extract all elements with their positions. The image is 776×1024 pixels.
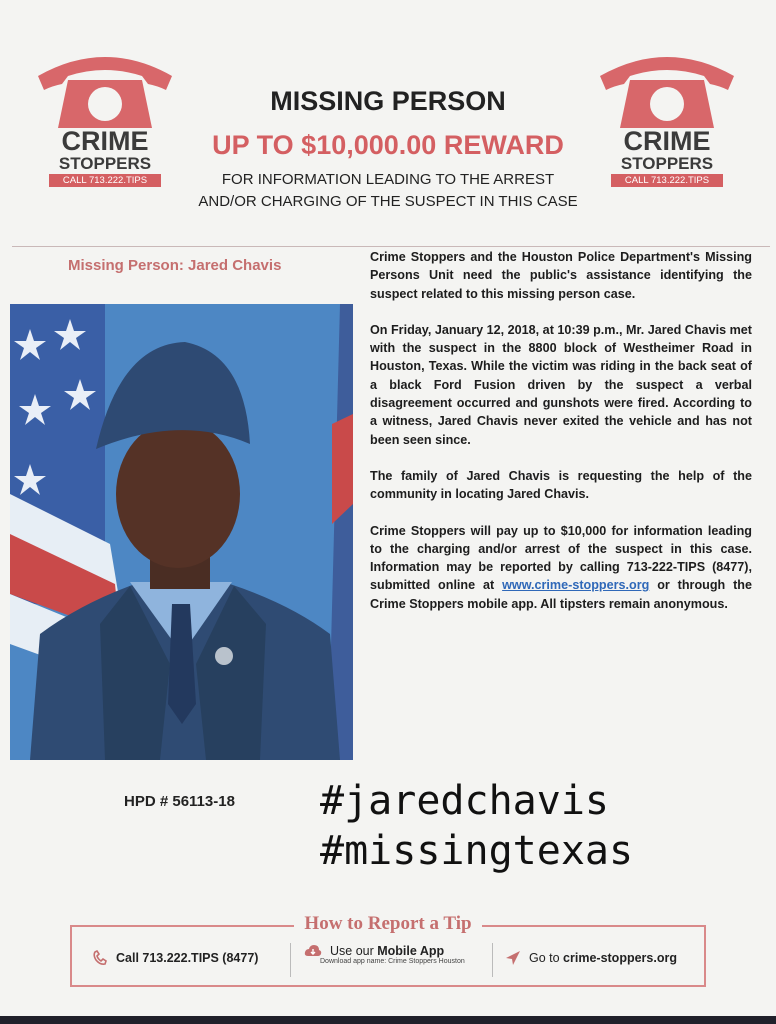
logo-stoppers-text: STOPPERS — [58, 154, 152, 173]
hashtag: #jaredchavis — [320, 778, 609, 824]
missing-person-photo — [10, 304, 353, 760]
hpd-case-number: HPD # 56113-18 — [124, 793, 235, 810]
divider — [290, 943, 291, 977]
send-arrow-icon — [505, 950, 521, 966]
logo-stoppers-text: STOPPERS — [620, 154, 714, 173]
website-link[interactable]: crime-stoppers.org — [563, 951, 677, 965]
logo-call-text: CALL 713.222.TIPS — [49, 174, 161, 187]
call-tip-label: Call 713.222.TIPS (8477) — [116, 951, 259, 965]
paragraph-reward: Crime Stoppers will pay up to $10,000 for information leading to the charging and/or arrest of the suspect in this case. Information may be reported by calling 713-222-TIPS (8477), submitted online at www.crime-stoppers.org or through the Crime Stoppers mobile app. All tipsters remain anonymous. — [370, 523, 753, 611]
mobile-app-option[interactable]: Use our Mobile App Download app name: Crime Stoppers Houston — [304, 944, 465, 965]
divider — [12, 246, 770, 247]
subtitle-line-1: FOR INFORMATION LEADING TO THE ARREST — [221, 171, 555, 188]
website-option[interactable]: Go to crime-stoppers.org — [505, 950, 677, 966]
bottom-border — [0, 1016, 776, 1024]
case-description — [370, 248, 752, 631]
logo-crime-text: CRIME — [61, 126, 149, 156]
logo-crime-text: CRIME — [623, 126, 711, 156]
app-download-note: Download app name: Crime Stoppers Houston — [320, 958, 465, 965]
logo-call-text: CALL 713.222.TIPS — [611, 174, 723, 187]
paragraph-incident: On Friday, January 12, 2018, at 10:39 p.m., Mr. Jared Chavis met with the suspect in the 8800 block of Westheimer Road in Houston, Texas. While the victim was riding in the back seat of a black Ford Fusion driven by the suspect a verbal disagreement occurred and gunshots were fired. According to a witness, Jared Chavis never exited the vehicle and has not been seen since. — [370, 322, 752, 447]
subtitle-line-2: AND/OR CHARGING OF THE SUSPECT IN THIS CASE — [198, 193, 578, 210]
cloud-download-icon — [304, 944, 322, 958]
paragraph-intro: Crime Stoppers and the Houston Police Department's Missing Persons Unit need the public's assistance identifying the suspect related to this missing person case. — [370, 250, 752, 301]
divider — [492, 943, 493, 977]
crime-stoppers-link[interactable]: www.crime-stoppers.org — [502, 578, 650, 593]
hashtag: #missingtexas — [320, 828, 634, 874]
phone-icon — [92, 950, 110, 966]
reward-heading: UP TO $10,000.00 REWARD — [212, 130, 564, 160]
call-tip-option[interactable] — [92, 950, 258, 966]
report-tip-title: How to Report a Tip — [0, 913, 776, 935]
missing-person-label: Missing Person: Jared Chavis — [68, 257, 282, 274]
paragraph-family: The family of Jared Chavis is requesting the help of the community in locating Jared Chavis. — [370, 468, 752, 502]
page-title: MISSING PERSON — [270, 86, 506, 116]
